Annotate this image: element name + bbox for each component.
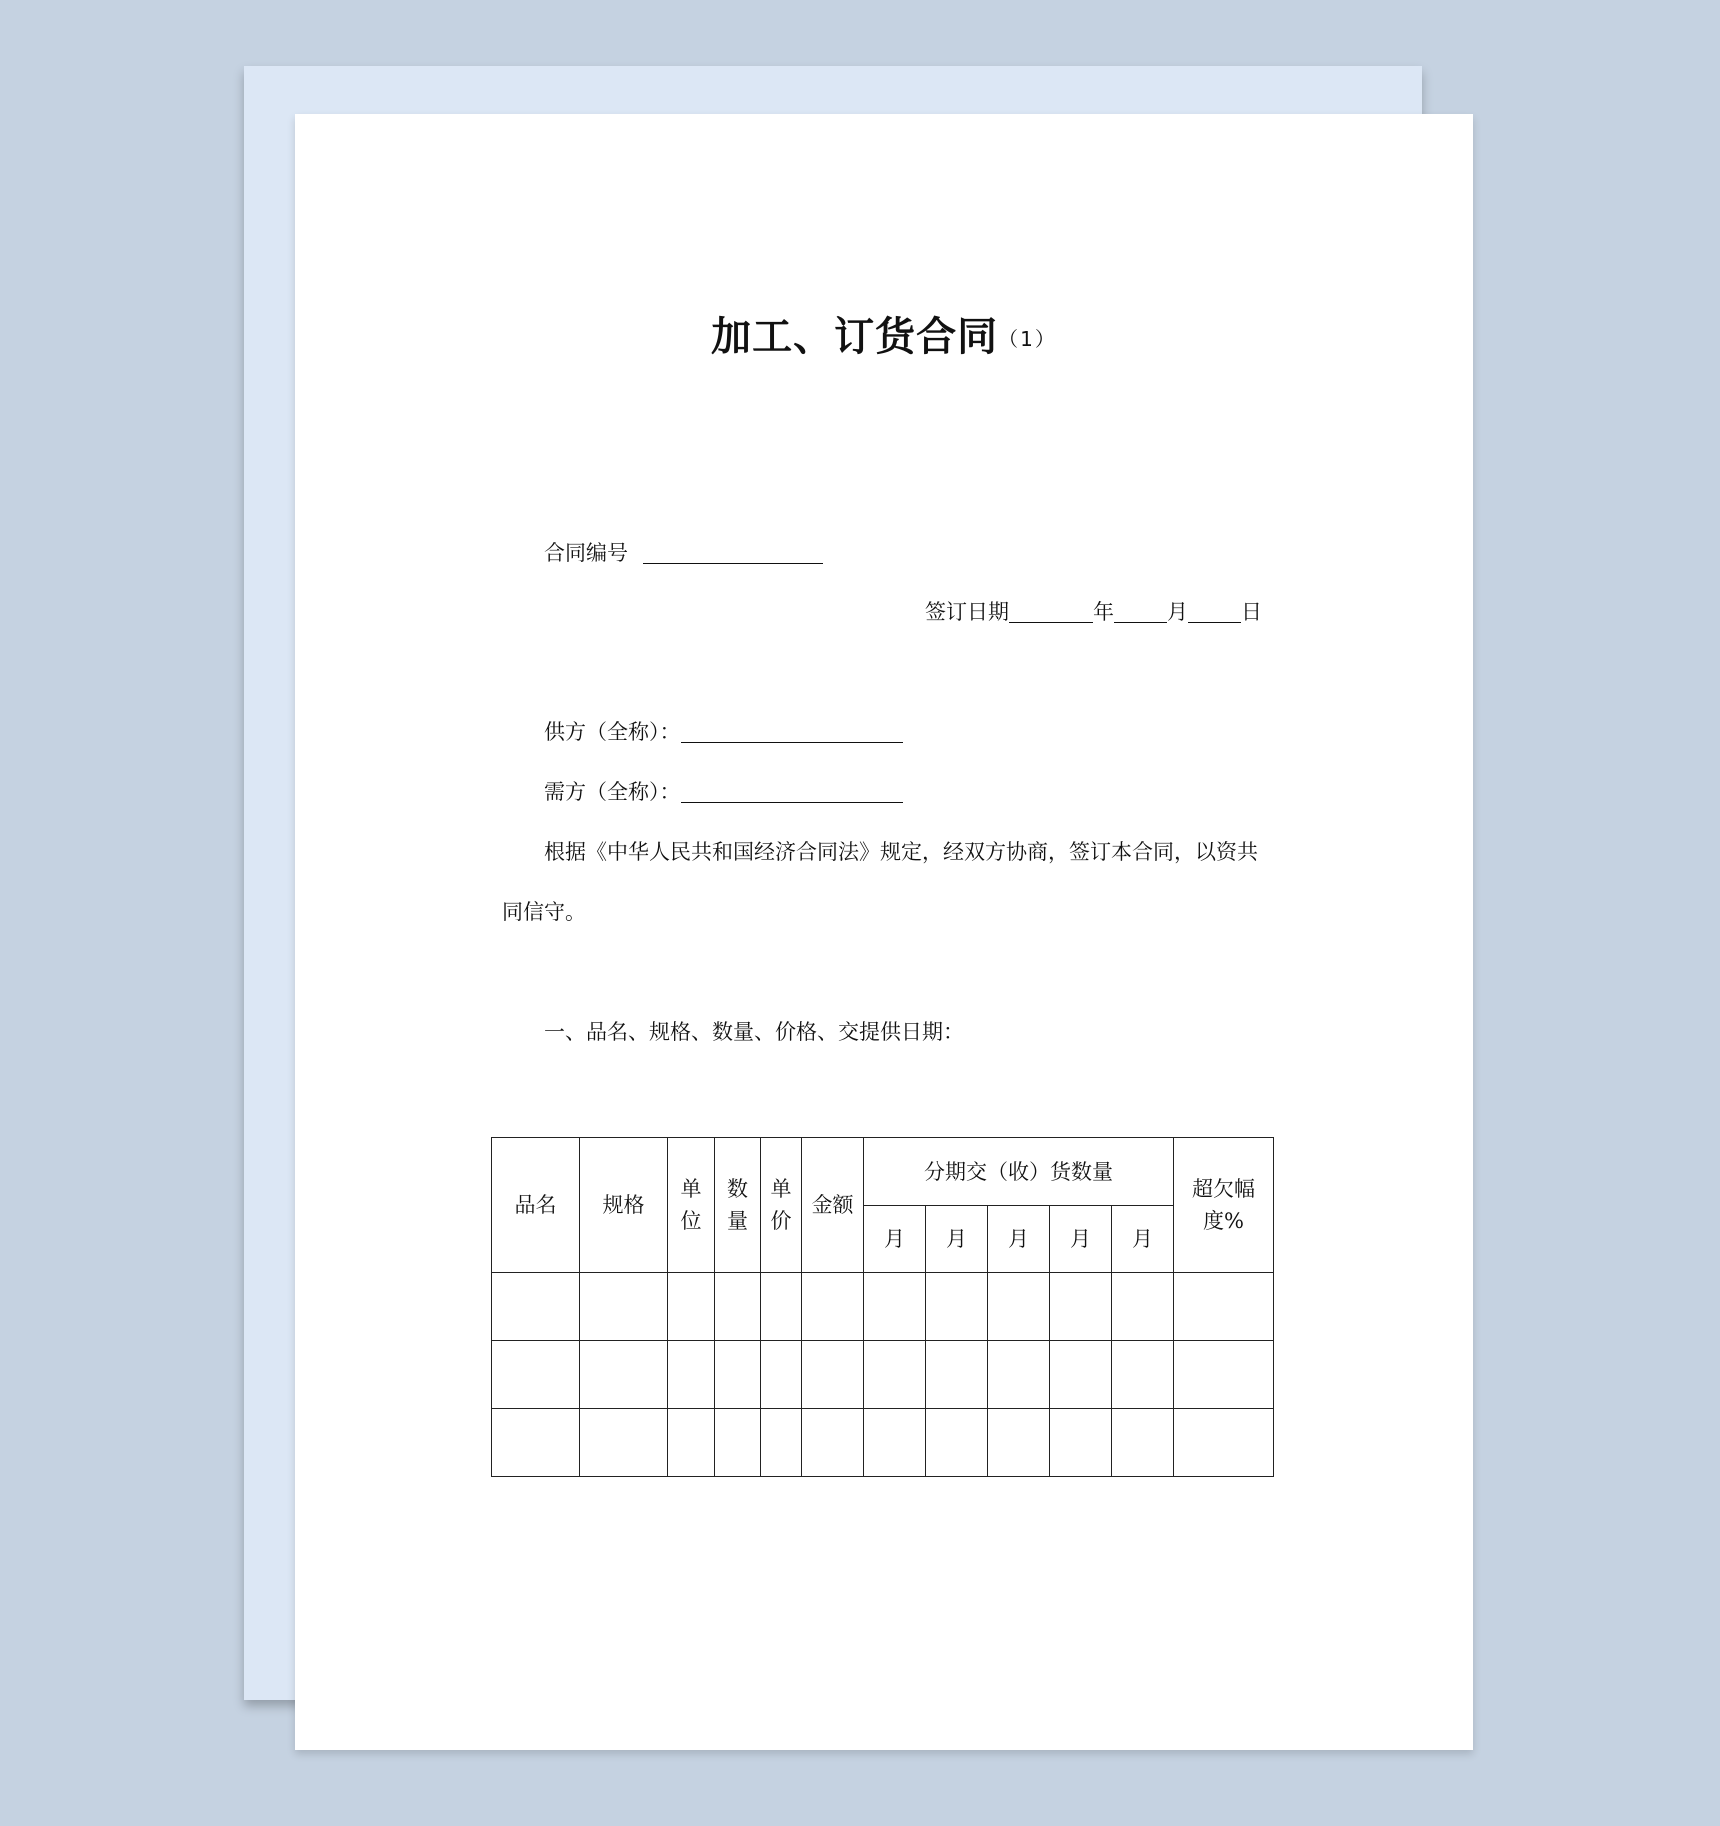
header-name: 品名 xyxy=(492,1138,580,1273)
sign-month-label: 月 xyxy=(1167,600,1188,624)
table-cell[interactable] xyxy=(864,1341,926,1409)
header-spec: 规格 xyxy=(580,1138,668,1273)
table-cell[interactable] xyxy=(492,1273,580,1341)
table-cell[interactable] xyxy=(926,1409,988,1477)
table-cell[interactable] xyxy=(492,1409,580,1477)
table-cell[interactable] xyxy=(580,1409,668,1477)
table-cell[interactable] xyxy=(864,1273,926,1341)
table-cell[interactable] xyxy=(1174,1341,1274,1409)
supplier-label: 供方（全称）： xyxy=(544,720,681,744)
order-table xyxy=(491,1137,1274,1477)
table-cell[interactable] xyxy=(988,1409,1050,1477)
table-cell[interactable] xyxy=(802,1341,864,1409)
buyer-field[interactable] xyxy=(681,780,903,803)
table-cell[interactable] xyxy=(668,1341,715,1409)
header-installments: 分期交（收）货数量 xyxy=(864,1138,1174,1206)
sign-date-line xyxy=(925,597,1262,627)
table-cell[interactable] xyxy=(1174,1409,1274,1477)
contract-number-line xyxy=(544,538,823,568)
header-month-5: 月 xyxy=(1112,1206,1174,1273)
table-row xyxy=(492,1409,1274,1477)
sign-year-field[interactable] xyxy=(1009,600,1093,623)
sign-day-field[interactable] xyxy=(1188,600,1241,623)
table-cell[interactable] xyxy=(668,1273,715,1341)
table-cell[interactable] xyxy=(1050,1341,1112,1409)
table-cell[interactable] xyxy=(802,1409,864,1477)
table-cell[interactable] xyxy=(580,1341,668,1409)
table-cell[interactable] xyxy=(926,1341,988,1409)
sign-date-label: 签订日期 xyxy=(925,600,1009,624)
table-cell[interactable] xyxy=(492,1341,580,1409)
table-row xyxy=(492,1341,1274,1409)
table-cell[interactable] xyxy=(715,1409,761,1477)
table-cell[interactable] xyxy=(761,1273,802,1341)
table-cell[interactable] xyxy=(1112,1409,1174,1477)
header-amount: 金额 xyxy=(802,1138,864,1273)
document-title xyxy=(295,310,1473,366)
title-suffix: （1） xyxy=(998,327,1057,351)
table-cell[interactable] xyxy=(988,1273,1050,1341)
table-cell[interactable] xyxy=(1112,1341,1174,1409)
sign-day-label: 日 xyxy=(1241,600,1262,624)
table-cell[interactable] xyxy=(864,1409,926,1477)
table-cell[interactable] xyxy=(802,1273,864,1341)
buyer-line xyxy=(544,777,903,807)
table-cell[interactable] xyxy=(761,1409,802,1477)
supplier-line xyxy=(544,717,903,747)
table-cell[interactable] xyxy=(988,1341,1050,1409)
header-quantity: 数 量 xyxy=(715,1138,761,1273)
table-row xyxy=(492,1273,1274,1341)
header-month-3: 月 xyxy=(988,1206,1050,1273)
supplier-field[interactable] xyxy=(681,720,903,743)
contract-number-label: 合同编号 xyxy=(544,541,628,565)
table-cell[interactable] xyxy=(1050,1409,1112,1477)
buyer-label: 需方（全称）： xyxy=(544,780,681,804)
document-page xyxy=(295,114,1473,1750)
table-cell[interactable] xyxy=(668,1409,715,1477)
header-unit-price: 单 价 xyxy=(761,1138,802,1273)
header-unit: 单 位 xyxy=(668,1138,715,1273)
table-cell[interactable] xyxy=(761,1341,802,1409)
header-tolerance: 超欠幅 度% xyxy=(1174,1138,1274,1273)
title-main: 加工、订货合同 xyxy=(711,314,999,360)
table-cell[interactable] xyxy=(1174,1273,1274,1341)
table-cell[interactable] xyxy=(1112,1273,1174,1341)
table-cell[interactable] xyxy=(715,1341,761,1409)
table-cell[interactable] xyxy=(1050,1273,1112,1341)
header-month-1: 月 xyxy=(864,1206,926,1273)
intro-paragraph-line2: 同信守。 xyxy=(502,900,586,924)
sign-year-label: 年 xyxy=(1093,600,1114,624)
header-month-4: 月 xyxy=(1050,1206,1112,1273)
contract-number-field[interactable] xyxy=(643,541,823,564)
header-month-2: 月 xyxy=(926,1206,988,1273)
section1-heading: 一、品名、规格、数量、价格、交提供日期： xyxy=(544,1020,964,1044)
table-cell[interactable] xyxy=(715,1273,761,1341)
table-cell[interactable] xyxy=(580,1273,668,1341)
table-header-row-1 xyxy=(492,1138,1274,1206)
intro-paragraph-line1: 根据《中华人民共和国经济合同法》规定，经双方协商，签订本合同，以资共 xyxy=(544,840,1258,864)
sign-month-field[interactable] xyxy=(1114,600,1167,623)
table-cell[interactable] xyxy=(926,1273,988,1341)
